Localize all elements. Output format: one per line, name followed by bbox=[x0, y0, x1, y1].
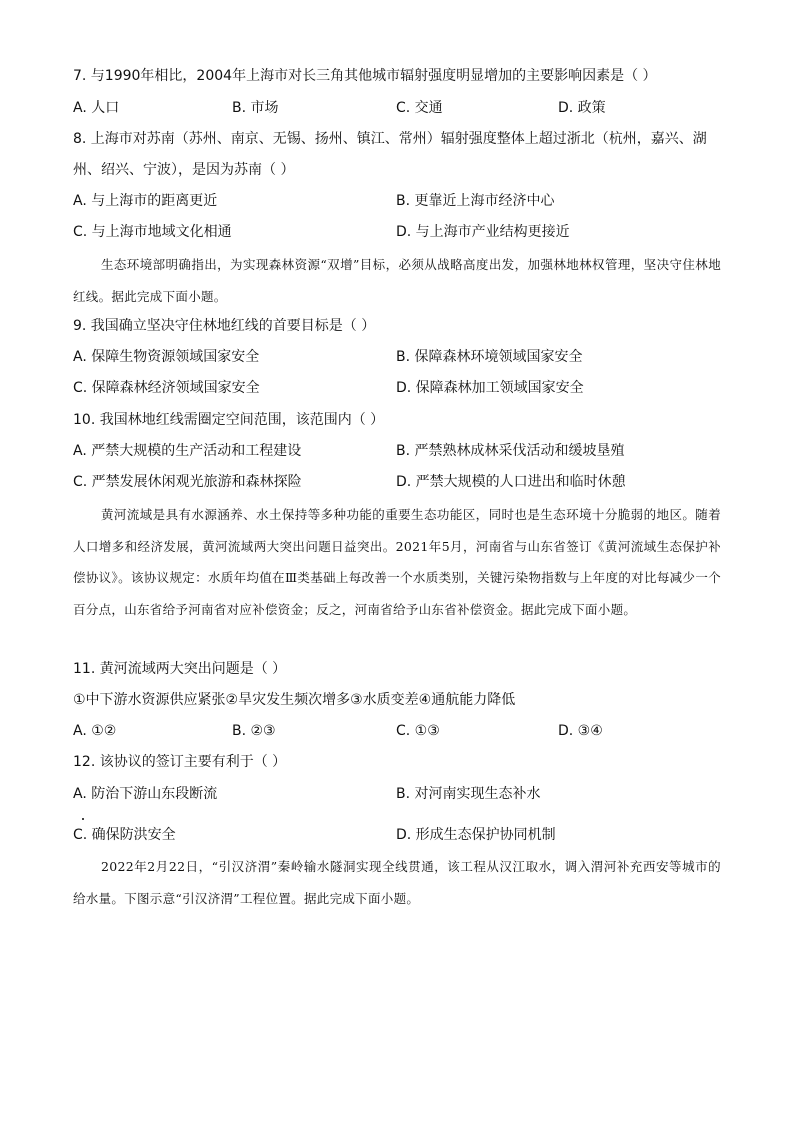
q8-option-d: D. 与上海市产业结构更接近 bbox=[396, 224, 570, 240]
question-11-statements: ①中下游水资源供应紧张②旱灾发生频次增多③水质变差④通航能力降低 bbox=[73, 692, 516, 708]
q10-option-b: B. 严禁熟林成林采伐活动和缓坡垦殖 bbox=[396, 443, 625, 459]
q7-option-c: C. 交通 bbox=[396, 100, 443, 116]
question-7-stem: 7. 与1990年相比，2004年上海市对长三角其他城市辐射强度明显增加的主要影响因素是（ ） bbox=[73, 68, 657, 84]
q11-option-b: B. ②③ bbox=[232, 723, 276, 739]
q10-option-c: C. 严禁发展休闲观光旅游和森林探险 bbox=[73, 474, 302, 490]
q11-option-d: D. ③④ bbox=[558, 723, 603, 739]
q9-option-a: A. 保障生物资源领域国家安全 bbox=[73, 349, 260, 365]
stray-dot bbox=[82, 818, 84, 820]
q7-option-a: A. 人口 bbox=[73, 100, 120, 116]
passage-water-transfer: 2022年2月22日，“引汉济渭”秦岭输水隧洞实现全线贯通，该工程从汉江取水，调入渭河补充西安等城市的给水量。下图示意“引汉济渭”工程位置。据此完成下面小题。 bbox=[73, 859, 721, 906]
question-12-stem: 12. 该协议的签订主要有利于（ ） bbox=[73, 754, 287, 770]
q9-option-d: D. 保障森林加工领域国家安全 bbox=[396, 380, 584, 396]
q11-option-a: A. ①② bbox=[73, 723, 117, 739]
question-8-stem-line1: 8. 上海市对苏南（苏州、南京、无锡、扬州、镇江、常州）辐射强度整体上超过浙北（杭州，嘉兴、湖 bbox=[73, 131, 707, 147]
q9-option-b: B. 保障森林环境领域国家安全 bbox=[396, 349, 583, 365]
question-11-stem: 11. 黄河流域两大突出问题是（ ） bbox=[73, 661, 287, 677]
q7-option-b: B. 市场 bbox=[232, 100, 279, 116]
passage-forest: 生态环境部明确指出，为实现森林资源“双增”目标，必须从战略高度出发，加强林地林权管理，坚决守住林地红线。据此完成下面小题。 bbox=[73, 257, 721, 304]
question-10-stem: 10. 我国林地红线需圈定空间范围，该范围内（ ） bbox=[73, 412, 385, 428]
q12-option-b: B. 对河南实现生态补水 bbox=[396, 786, 541, 802]
q8-option-a: A. 与上海市的距离更近 bbox=[73, 193, 218, 209]
q8-option-c: C. 与上海市地域文化相通 bbox=[73, 224, 232, 240]
q12-option-d: D. 形成生态保护协同机制 bbox=[396, 827, 556, 843]
q10-option-a: A. 严禁大规模的生产活动和工程建设 bbox=[73, 443, 302, 459]
q12-option-a: A. 防治下游山东段断流 bbox=[73, 786, 218, 802]
q12-option-c: C. 确保防洪安全 bbox=[73, 827, 176, 843]
passage-yellow-river: 黄河流域是具有水源涵养、水土保持等多种功能的重要生态功能区，同时也是生态环境十分脆弱的地区。随着人口增多和经济发展，黄河流域两大突出问题日益突出。2021年5月，河南省与山东省签订《黄河流域生态保护补偿协议》。该协议规定：水质年均值在Ⅲ类基础上每改善一个水质类别，关键污染物指数与上年度的对比每减少一个百分点，山东省给予河南省对应补偿资金；反之，河南省给予山东省补偿资金。据此完成下面小题。 bbox=[73, 507, 721, 617]
question-9-stem: 9. 我国确立坚决守住林地红线的首要目标是（ ） bbox=[73, 318, 376, 334]
question-8-stem-line2: 州、绍兴、宁波），是因为苏南（ ） bbox=[73, 162, 295, 178]
q7-option-d: D. 政策 bbox=[558, 100, 606, 116]
q9-option-c: C. 保障森林经济领域国家安全 bbox=[73, 380, 260, 396]
q8-option-b: B. 更靠近上海市经济中心 bbox=[396, 193, 555, 209]
q10-option-d: D. 严禁大规模的人口进出和临时休憩 bbox=[396, 474, 626, 490]
q11-option-c: C. ①③ bbox=[396, 723, 440, 739]
